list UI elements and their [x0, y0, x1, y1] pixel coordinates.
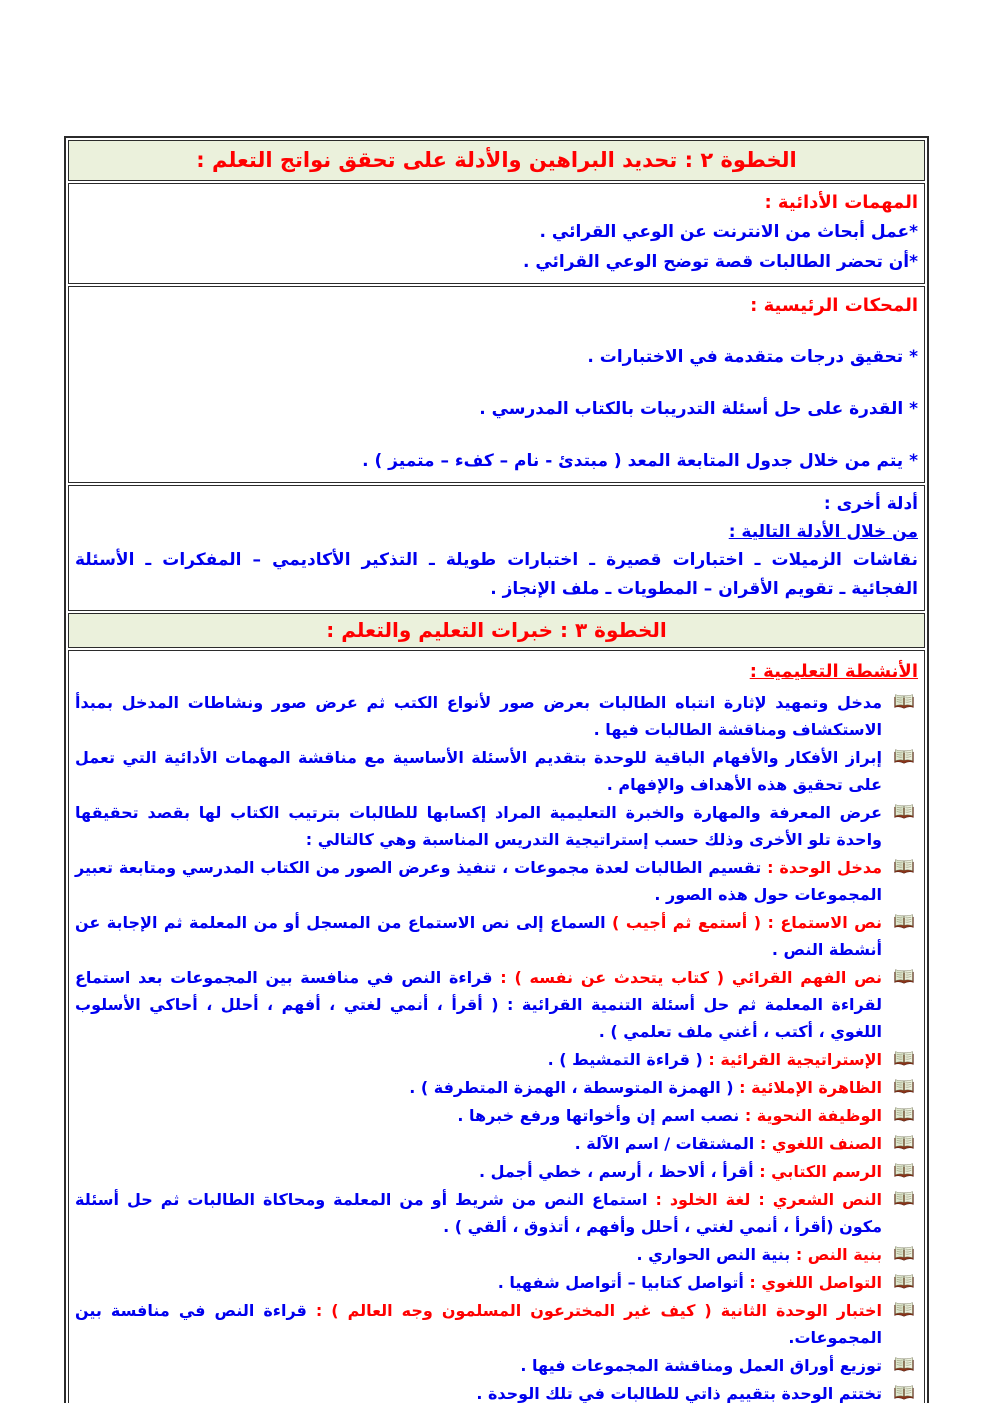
step3-header	[68, 613, 925, 648]
lesson-plan-table	[64, 136, 929, 1403]
activity-item	[75, 909, 918, 963]
activity-label: النص الشعري : لغة الخلود :	[647, 1190, 883, 1209]
activities-section	[68, 650, 925, 1403]
activity-item	[75, 1269, 918, 1296]
activity-text: إبراز الأفكار والأفهام الباقية للوحدة بتقديم الأسئلة الأساسية مع مناقشة المهمات الأدائية التي تعمل على تحقيق هذه الأهداف والإفهام .	[75, 748, 882, 794]
main-criteria-section	[68, 286, 925, 483]
activity-item	[75, 1352, 918, 1379]
activity-label: الظاهرة الإملائية :	[733, 1078, 882, 1097]
other-evidence-subheading: من خلال الأدلة التالية :	[728, 522, 918, 542]
activity-text: تختتم الوحدة بتقييم ذاتي للطالبات في تلك الوحدة .	[476, 1384, 882, 1403]
activity-text: استماع النص من شريط أو من المعلمة ومحاكاة الطالبات ثم حل أسئلة مكون (أقرأ ، أنمي لغتي ، أحلل وأفهم ، أتذوق ، ألقي ) .	[75, 1190, 882, 1236]
main-criteria-heading: المحكات الرئيسية :	[750, 295, 918, 316]
activity-item	[75, 689, 918, 743]
activity-item	[75, 1074, 918, 1101]
activity-item	[75, 964, 918, 1045]
open-book-icon	[893, 1106, 915, 1123]
open-book-icon	[893, 1245, 915, 1262]
open-book-icon	[893, 1190, 915, 1207]
performance-tasks-heading: المهمات الأدائية :	[764, 192, 918, 213]
activity-label: الإستراتيجية القرائية :	[702, 1050, 882, 1069]
other-evidence-body: نقاشات الزميلات ـ اختبارات قصيرة ـ اختبارات طويلة ـ التذكير الأكاديمي – المفكرات ـ الأسئلة الفجائية ـ تقويم الأقران – المطويات ـ ملف الإنجاز .	[75, 550, 918, 599]
open-book-icon	[893, 913, 915, 930]
other-evidence-section	[68, 485, 925, 611]
activities-list	[75, 689, 918, 1403]
activity-label: مدخل الوحدة :	[761, 858, 883, 877]
activity-text: ( قراءة التمشيط ) .	[547, 1050, 703, 1069]
activity-text: توزيع أوراق العمل ومناقشة المجموعات فيها .	[520, 1356, 882, 1375]
main-criteria-item: * يتم من خلال جدول المتابعة المعد ( مبتدئ - نام – كفء – متميز ) .	[362, 451, 918, 471]
activity-item	[75, 799, 918, 853]
open-book-icon	[893, 1356, 915, 1373]
open-book-icon	[893, 748, 915, 765]
open-book-icon	[893, 1134, 915, 1151]
activity-text: المشتقات / اسم الآلة .	[574, 1134, 755, 1153]
activity-label: الصنف اللغوي :	[754, 1134, 882, 1153]
activity-label: اختبار الوحدة الثانية ( كيف غير المخترعون المسلمون وجه العالم ) :	[306, 1301, 882, 1320]
activity-item	[75, 854, 918, 908]
step2-title: الخطوة ٢ : تحديد البراهين والأدلة على تحقق نواتج التعلم :	[196, 148, 797, 172]
activity-label: بنية النص :	[790, 1245, 882, 1264]
activity-label: التواصل اللغوي :	[743, 1273, 882, 1292]
open-book-icon	[893, 1384, 915, 1401]
activity-text: أتواصل كتابيا – أتواصل شفهيا .	[497, 1273, 744, 1292]
activity-label: الرسم الكتابي :	[753, 1162, 882, 1181]
open-book-icon	[893, 1162, 915, 1179]
performance-task-item: *أن تحضر الطالبات قصة توضح الوعي القرائي .	[522, 252, 918, 272]
activity-item	[75, 1241, 918, 1268]
activity-item	[75, 1380, 918, 1403]
activity-item	[75, 1186, 918, 1240]
step3-title: الخطوة ٣ : خبرات التعليم والتعلم :	[326, 618, 667, 642]
open-book-icon	[893, 968, 915, 985]
activity-text: مدخل وتمهيد لإثارة انتباه الطالبات بعرض صور لأنواع الكتب ثم عرض صور ونشاطات المدخل بمبدأ الاستكشاف ومناقشة الطالبات فيها .	[75, 693, 882, 739]
other-evidence-heading: أدلة أخرى :	[823, 494, 918, 514]
activity-item	[75, 1130, 918, 1157]
activity-item	[75, 1102, 918, 1129]
activity-text: بنية النص الحواري .	[636, 1245, 791, 1264]
open-book-icon	[893, 1078, 915, 1095]
activity-label: الوظيفة النحوية :	[739, 1106, 882, 1125]
activity-item	[75, 1158, 918, 1185]
main-criteria-item: * القدرة على حل أسئلة التدريبات بالكتاب المدرسي .	[479, 399, 918, 419]
open-book-icon	[893, 1050, 915, 1067]
step2-header	[68, 140, 925, 181]
performance-task-item: *عمل أبحاث من الانترنت عن الوعي القرائي .	[539, 222, 918, 242]
activities-heading: الأنشطة التعليمية :	[749, 661, 918, 682]
activity-text: تقسيم الطالبات لعدة مجموعات ، تنفيذ وعرض الصور من الكتاب المدرسي ومتابعة تعبير المجموعات حول هذه الصور .	[75, 858, 882, 904]
performance-tasks-section	[68, 183, 925, 284]
activity-label: نص الفهم القرائي ( كتاب يتحدث عن نفسه ) :	[492, 968, 883, 987]
activity-text: قراءة النص في منافسة بين المجموعات بعد استماع لقراءة المعلمة ثم حل أسئلة التنمية القرائية : ( أقرأ ، أنمي لغتي ، أفهم ، أحلل ، أحاكي الأسلوب اللغوي ، أكتب ، أغني ملف تعلمي ) .	[75, 968, 882, 1041]
activity-text: نصب اسم إن وأخواتها ورفع خبرها .	[457, 1106, 740, 1125]
activity-text: ( الهمزة المتوسطة ، الهمزة المتطرفة ) .	[409, 1078, 734, 1097]
open-book-icon	[893, 858, 915, 875]
activity-item	[75, 744, 918, 798]
open-book-icon	[893, 1273, 915, 1290]
main-criteria-item: * تحقيق درجات متقدمة في الاختبارات .	[587, 347, 918, 367]
activity-text: عرض المعرفة والمهارة والخبرة التعليمية المراد إكسابها للطالبات بترتيب الكتاب لها بقصد تحقيقها واحدة تلو الأخرى وذلك حسب إستراتيجية التدريس المناسبة وهي كالتالي :	[75, 803, 882, 849]
activity-text: أقرأ ، ألاحظ ، أرسم ، خطي أجمل .	[478, 1162, 754, 1181]
open-book-icon	[893, 803, 915, 820]
activity-label: نص الاستماع : ( أستمع ثم أجيب )	[605, 913, 882, 932]
activity-text: السماع إلى نص الاستماع من المسجل أو من المعلمة ثم الإجابة عن أنشطة النص .	[75, 913, 882, 959]
open-book-icon	[893, 1301, 915, 1318]
activity-item	[75, 1046, 918, 1073]
activity-item	[75, 1297, 918, 1351]
open-book-icon	[893, 693, 915, 710]
activity-text: قراءة النص في منافسة بين المجموعات.	[75, 1301, 882, 1347]
